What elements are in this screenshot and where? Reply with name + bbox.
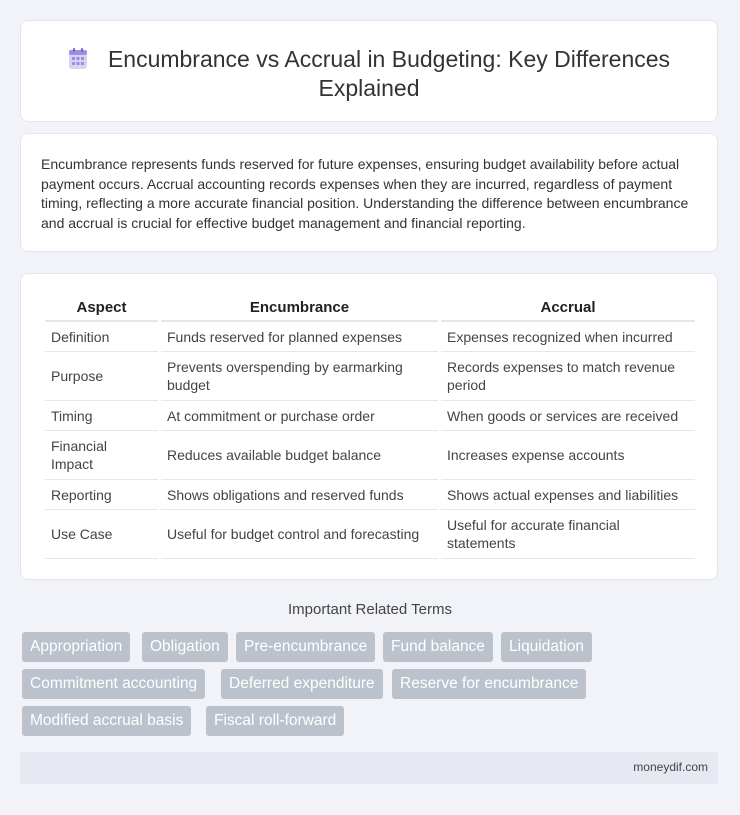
table-cell: When goods or services are received xyxy=(441,401,695,431)
calendar-icon xyxy=(68,48,88,68)
table-cell: Records expenses to match revenue period xyxy=(441,352,695,401)
table-row xyxy=(45,322,695,352)
page-title xyxy=(21,45,717,103)
tag-commitment-accounting[interactable]: Commitment accounting xyxy=(22,669,205,699)
table-cell: Useful for budget control and forecasting xyxy=(161,510,438,559)
comparison-table-card xyxy=(20,273,718,580)
header-aspect: Aspect xyxy=(45,294,158,322)
table-row xyxy=(45,431,695,480)
intro-paragraph: Encumbrance represents funds reserved for future expenses, ensuring budget availability before actual payment occurs. Accrual accounting records expenses when they are incurred, regardless of payment timing, reflecting a more accurate financial position. Understanding the difference between encumbrance and accrual is crucial for effective budget management and financial reporting. xyxy=(41,156,689,231)
footer-site-link[interactable]: moneydif.com xyxy=(633,760,708,774)
footer xyxy=(20,752,718,784)
table-cell: Definition xyxy=(45,322,158,352)
tag-deferred-expenditure[interactable]: Deferred expenditure xyxy=(221,669,383,699)
table-cell: Expenses recognized when incurred xyxy=(441,322,695,352)
table-cell: Shows actual expenses and liabilities xyxy=(441,480,695,510)
header-encumbrance: Encumbrance xyxy=(161,294,438,322)
table-cell: Timing xyxy=(45,401,158,431)
table-row xyxy=(45,401,695,431)
tag-fund-balance[interactable]: Fund balance xyxy=(383,632,493,662)
table-row xyxy=(45,510,695,559)
table-cell: Reduces available budget balance xyxy=(161,431,438,480)
tag-reserve-for-encumbrance[interactable]: Reserve for encumbrance xyxy=(392,669,586,699)
table-header-row xyxy=(45,294,695,322)
table-cell: Purpose xyxy=(45,352,158,401)
tag-pre-encumbrance[interactable]: Pre-encumbrance xyxy=(236,632,375,662)
table-cell: Reporting xyxy=(45,480,158,510)
tag-liquidation[interactable]: Liquidation xyxy=(501,632,592,662)
tag-modified-accrual-basis[interactable]: Modified accrual basis xyxy=(22,706,191,736)
related-terms-title: Important Related Terms xyxy=(288,601,452,618)
page-title-text: Encumbrance vs Accrual in Budgeting: Key Differences Explained xyxy=(107,46,671,101)
table-row xyxy=(45,480,695,510)
table-cell: Use Case xyxy=(45,510,158,559)
tag-obligation[interactable]: Obligation xyxy=(142,632,228,662)
comparison-table xyxy=(42,294,698,559)
table-cell: Funds reserved for planned expenses xyxy=(161,322,438,352)
table-cell: Useful for accurate financial statements xyxy=(441,510,695,559)
table-cell: Increases expense accounts xyxy=(441,431,695,480)
header-accrual: Accrual xyxy=(441,294,695,322)
table-cell: At commitment or purchase order xyxy=(161,401,438,431)
table-cell: Prevents overspending by earmarking budget xyxy=(161,352,438,401)
table-row xyxy=(45,352,695,401)
table-cell: Shows obligations and reserved funds xyxy=(161,480,438,510)
title-card xyxy=(20,20,718,122)
intro-card xyxy=(20,133,718,252)
tag-fiscal-roll-forward[interactable]: Fiscal roll-forward xyxy=(206,706,344,736)
table-cell: Financial Impact xyxy=(45,431,158,480)
tag-appropriation[interactable]: Appropriation xyxy=(22,632,130,662)
